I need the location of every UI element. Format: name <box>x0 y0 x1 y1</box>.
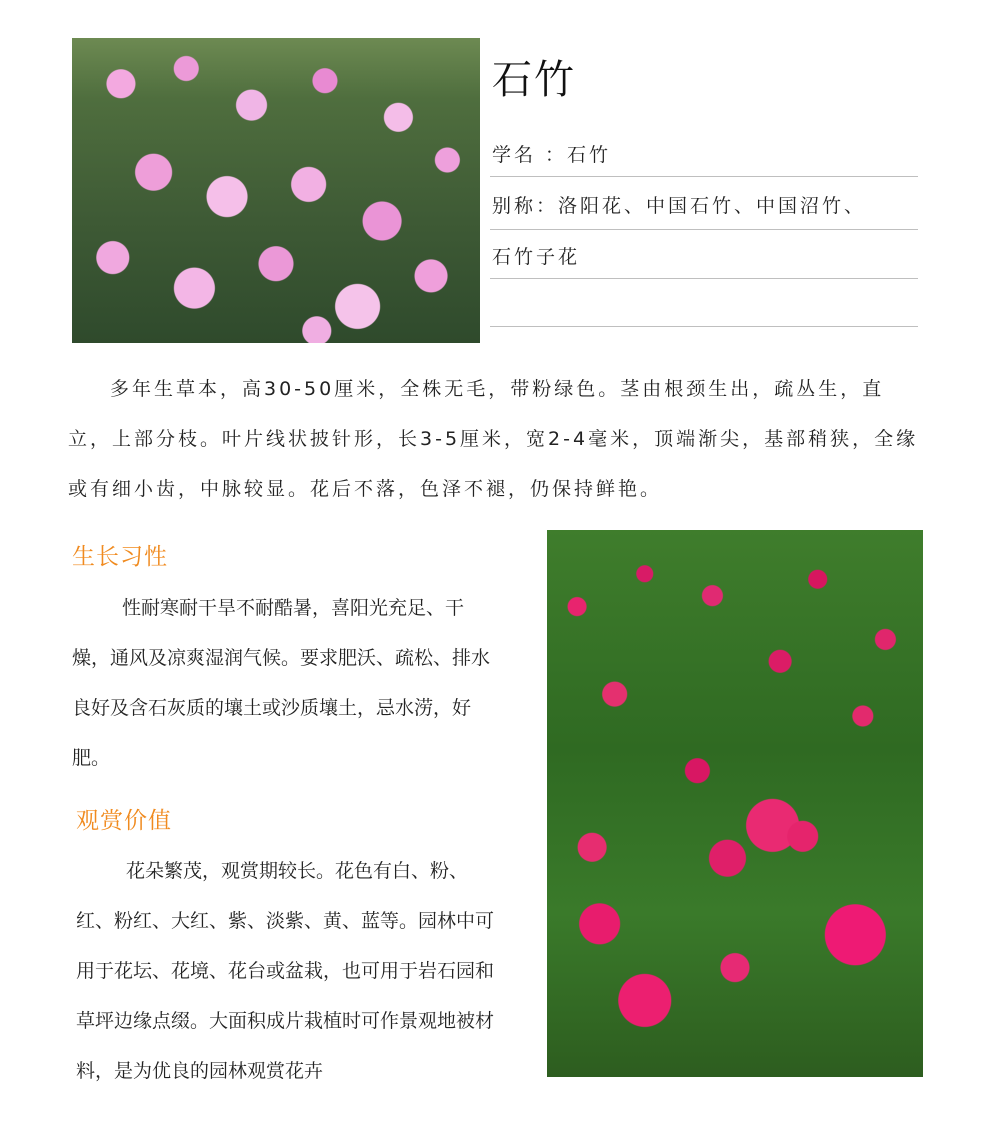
divider <box>490 229 918 230</box>
dianthus-field-photo <box>72 38 480 343</box>
divider <box>490 176 918 177</box>
ornamental-heading: 观赏价值 <box>76 808 172 834</box>
growth-paragraph: 性耐寒耐干旱不耐酷暑，喜阳光充足、干燥，通风及凉爽湿润气候。要求肥沃、疏松、排水良好及含石灰质的壤土或沙质壤土，忌水涝，好肥。 <box>72 597 491 769</box>
growth-heading: 生长习性 <box>72 544 168 570</box>
intro-paragraph: 多年生草本，高30-50厘米，全株无毛，带粉绿色。茎由根颈生出，疏丛生，直立，上部分枝。叶片线状披针形，长3-5厘米，宽2-4毫米，顶端渐尖，基部稍狭，全缘或有细小齿，中脉较显。花后不落，色泽不褪，仍保持鲜艳。 <box>68 378 919 500</box>
alias-line-2: 石竹子花 <box>492 246 581 268</box>
divider <box>490 326 918 327</box>
alias-line-1: 别称：洛阳花、中国石竹、中国沼竹、 <box>492 195 867 217</box>
divider <box>490 278 918 279</box>
page-title: 石竹 <box>492 57 576 103</box>
scientific-name: 学名 ：石竹 <box>492 144 612 166</box>
dianthus-closeup-photo <box>547 530 923 1077</box>
ornamental-paragraph: 花朵繁茂，观赏期较长。花色有白、粉、红、粉红、大红、紫、淡紫、黄、蓝等。园林中可用于花坛、花境、花台或盆栽，也可用于岩石园和草坪边缘点缀。大面积成片栽植时可作景观地被材料，是为优良的园林观赏花卉 <box>76 860 495 1082</box>
